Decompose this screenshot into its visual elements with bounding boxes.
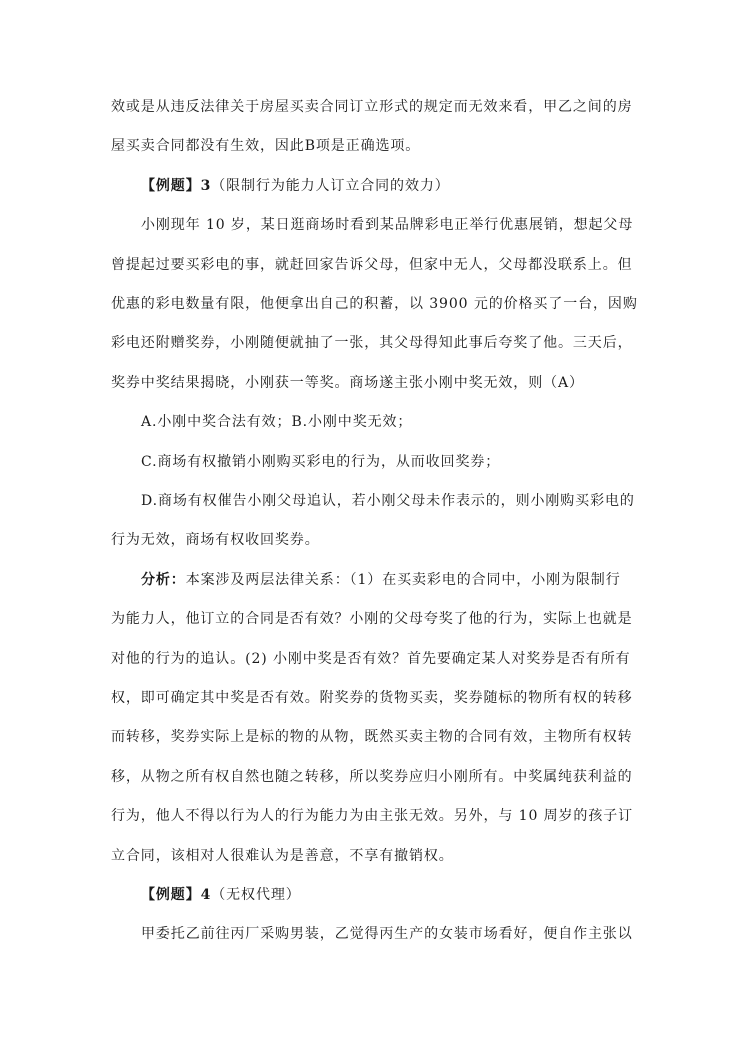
case-3-line: 奖券中奖结果揭晓，小刚获一等奖。商场遂主张小刚中奖无效，则（A） xyxy=(111,375,584,391)
option-line: D.商场有权催告小刚父母追认，若小刚父母未作表示的，则小刚购买彩电的 xyxy=(141,493,635,509)
analysis-line: 行为，他人不得以行为人的行为能力为由主张无效。另外，与 10 周岁的孩子订 xyxy=(111,808,634,824)
example-3-title: （限制行为能力人订立合同的效力） xyxy=(211,178,450,194)
option-line: 行为无效，商场有权收回奖券。 xyxy=(111,532,320,548)
analysis-label: 分析： xyxy=(141,572,186,588)
analysis-line: 而转移，奖券实际上是标的物的从物，既然买卖主物的合同有效，主物所有权转 xyxy=(111,729,633,745)
paragraph-line: 屋买卖合同都没有生效，因此B项是正确选项。 xyxy=(111,138,421,154)
case-4-line: 甲委托乙前往丙厂采购男装，乙觉得丙生产的女装市场看好，便自作主张以 xyxy=(141,926,633,942)
option-line: A.小刚中奖合法有效；B.小刚中奖无效； xyxy=(141,414,413,430)
example-4-title: （无权代理） xyxy=(211,887,301,903)
analysis-line: 对他的行为的追认。(2) 小刚中奖是否有效？首先要确定某人对奖券是否有所有 xyxy=(111,651,631,667)
analysis-line: 为能力人，他订立的合同是否有效？小刚的父母夸奖了他的行为，实际上也就是 xyxy=(111,611,633,627)
example-3-heading xyxy=(141,176,450,196)
case-3-line: 优惠的彩电数量有限，他便拿出自己的积蓄，以 3900 元的价格买了一台，因购 xyxy=(111,296,638,312)
analysis-text: 本案涉及两层法律关系：（1）在买卖彩电的合同中，小刚为限制行 xyxy=(185,572,621,588)
case-3-line: 彩电还附赠奖券，小刚随便就抽了一张，其父母得知此事后夸奖了他。三天后， xyxy=(111,335,633,351)
case-3-line: 小刚现年 10 岁，某日逛商场时看到某品牌彩电正举行优惠展销，想起父母 xyxy=(141,217,634,233)
analysis-first-line xyxy=(141,570,621,590)
analysis-line: 权，即可确定其中奖是否有效。附奖券的货物买卖，奖券随标的物所有权的转移 xyxy=(111,690,633,706)
analysis-line: 移，从物之所有权自然也随之转移，所以奖券应归小刚所有。中奖属纯获利益的 xyxy=(111,769,633,785)
example-4-label: 【例题】4 xyxy=(141,887,212,903)
option-line: C.商场有权撤销小刚购买彩电的行为，从而收回奖券； xyxy=(141,454,501,470)
analysis-line: 立合同，该相对人很难认为是善意，不享有撤销权。 xyxy=(111,848,454,864)
example-4-heading xyxy=(141,885,301,905)
case-3-line: 曾提起过要买彩电的事，就赶回家告诉父母，但家中无人，父母都没联系上。但 xyxy=(111,257,633,273)
example-3-label: 【例题】3 xyxy=(141,178,212,194)
paragraph-line: 效或是从违反法律关于房屋买卖合同订立形式的规定而无效来看，甲乙之间的房 xyxy=(111,99,633,115)
